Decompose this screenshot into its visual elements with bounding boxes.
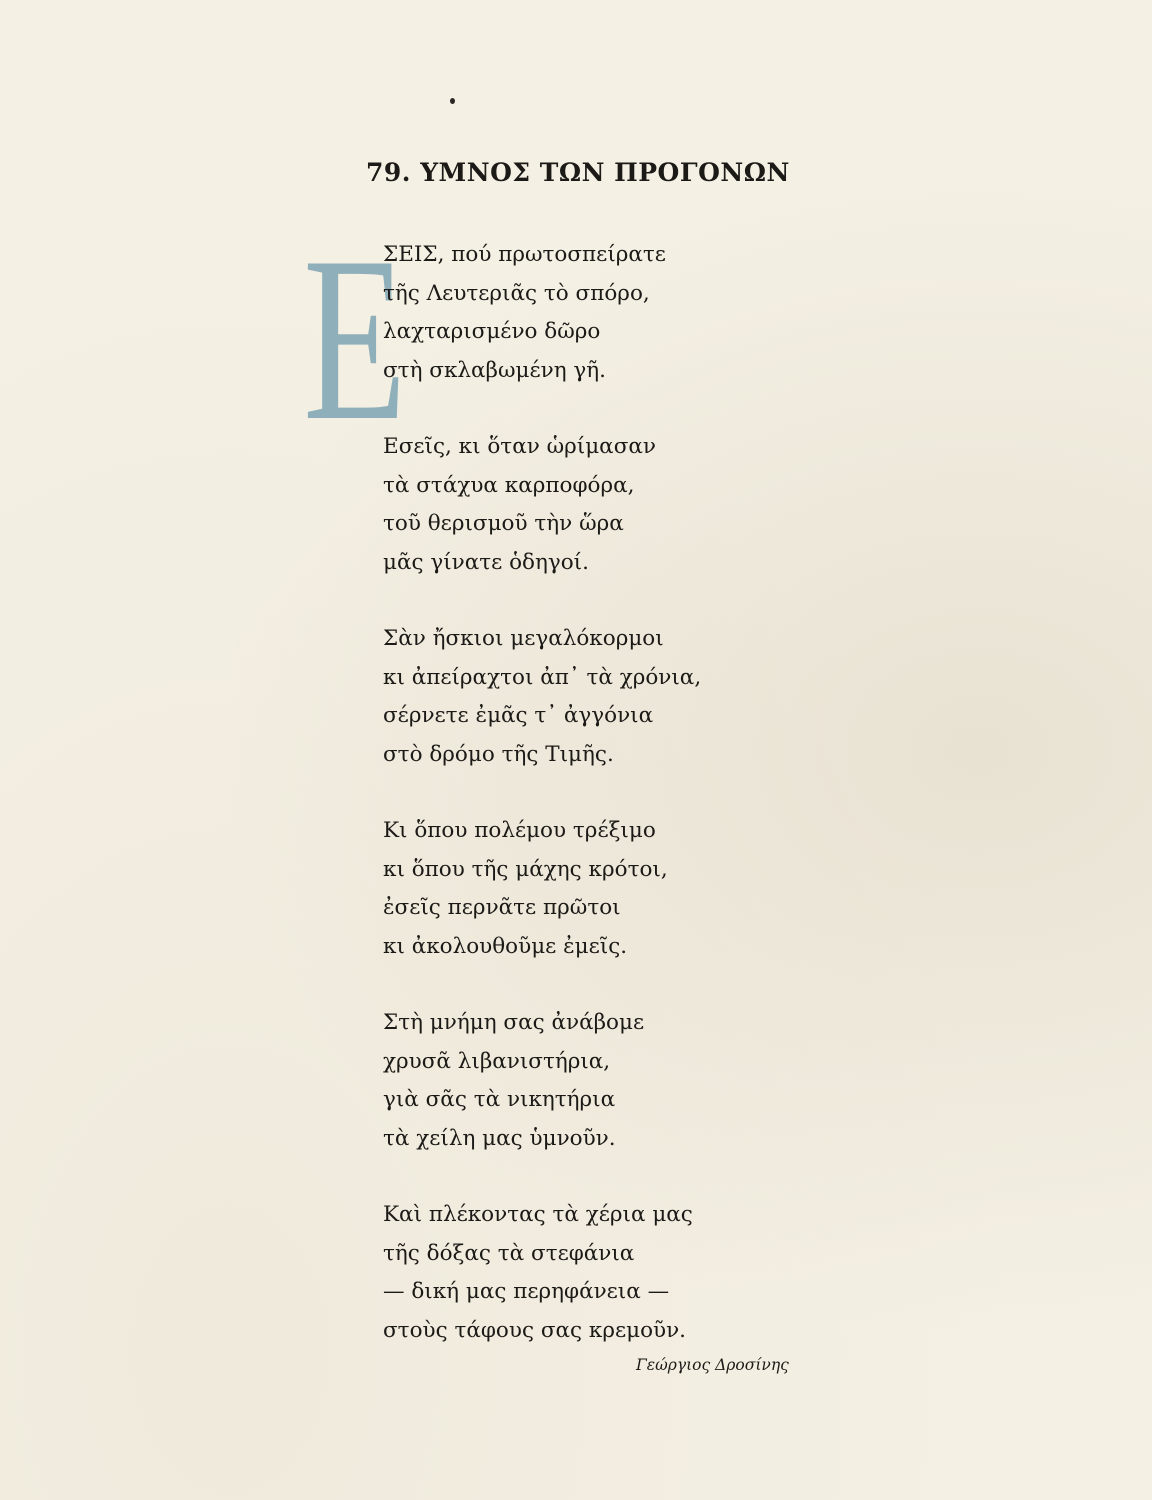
stanza-2 — [383, 428, 803, 582]
poem-line: τὰ χείλη μας ὑμνοῦν. — [383, 1125, 616, 1151]
stanza-6 — [383, 1196, 803, 1350]
poem-line: κι ἀκολουθοῦμε ἐμεῖς. — [383, 933, 628, 959]
poem-line: κι ὅπου τῆς μάχης κρότοι, — [383, 856, 668, 882]
poem-line: λαχταρισμένο δῶρο — [383, 319, 601, 344]
poem-line: στὸ δρόμο τῆς Τιμῆς. — [383, 741, 614, 767]
poem-line: Κι ὅπου πολέμου τρέξιμο — [383, 818, 656, 843]
poem-line: σέρνετε ἐμᾶς τ᾿ ἀγγόνια — [383, 703, 654, 728]
poem-line: στὴ σκλαβωμένη γῆ. — [383, 357, 606, 383]
ink-dot — [450, 98, 455, 104]
stanza-3 — [383, 620, 803, 774]
poem-line: τῆς Λευτεριᾶς τὸ σπόρο, — [383, 280, 650, 306]
poem-line: Εσεῖς, κι ὅταν ὡρίμασαν — [383, 434, 656, 459]
poem-line: γιὰ σᾶς τὰ νικητήρια — [383, 1087, 616, 1112]
poem-line: κι ἀπείραχτοι ἀπ᾿ τὰ χρόνια, — [383, 664, 702, 690]
poem-line: Στὴ μνήμη σας ἀνάβομε — [383, 1010, 645, 1035]
poem-line: χρυσᾶ λιβανιστήρια, — [383, 1048, 611, 1074]
poem-line: Καὶ πλέκοντας τὰ χέρια μας — [383, 1202, 693, 1227]
poem-line: ἐσεῖς περνᾶτε πρῶτοι — [383, 895, 621, 920]
stanza-4 — [383, 812, 803, 966]
poem-body — [383, 236, 803, 1388]
poem-title: 79. ΥΜΝΟΣ ΤΩΝ ΠΡΟΓΟΝΩΝ — [366, 158, 790, 187]
poem-line: — δική μας περηφάνεια — — [383, 1279, 670, 1304]
poem-line: μᾶς γίνατε ὁδηγοί. — [383, 549, 589, 575]
author-signature: Γεώργιος Δροσίνης — [636, 1356, 789, 1374]
poem-line: τῆς δόξας τὰ στεφάνια — [383, 1240, 635, 1266]
poem-line: Σὰν ἤσκιοι μεγαλόκορμοι — [383, 626, 664, 651]
drop-cap: Ε — [303, 209, 407, 470]
poem-line: στοὺς τάφους σας κρεμοῦν. — [383, 1317, 686, 1343]
poem-line: τὰ στάχυα καρποφόρα, — [383, 472, 635, 498]
poem-line: τοῦ θερισμοῦ τὴν ὥρα — [383, 511, 624, 536]
poem-line: ΣΕΙΣ, πού πρωτοσπείρατε — [383, 242, 666, 267]
stanza-5 — [383, 1004, 803, 1158]
stanza-1 — [383, 236, 803, 390]
